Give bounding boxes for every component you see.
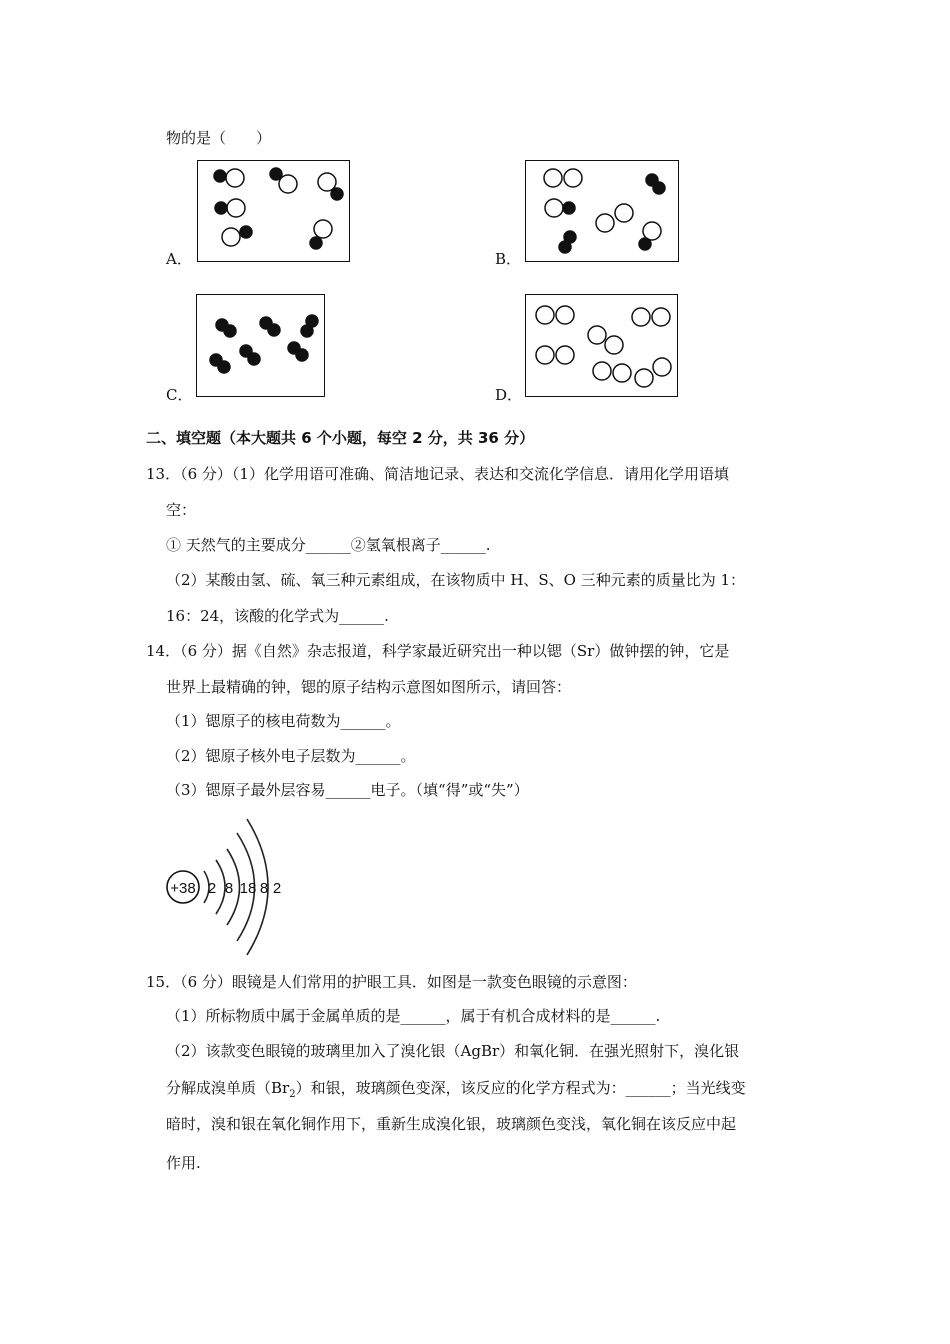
option-c-label: C．	[166, 386, 193, 404]
white-atom	[588, 326, 606, 344]
white-atom	[545, 199, 563, 217]
white-atom	[593, 362, 611, 380]
bromine-subscript: 2	[289, 1089, 296, 1100]
white-atom	[222, 228, 240, 246]
question-14-line-4: （2）锶原子核外电子层数为______。	[166, 747, 416, 765]
white-atom	[279, 175, 297, 193]
white-atom	[556, 346, 574, 364]
white-atom	[556, 306, 574, 324]
question-13-line-5: 16：24，该酸的化学式为______.	[166, 607, 389, 625]
option-a-molecules	[198, 161, 351, 263]
option-b-label: B．	[495, 250, 522, 268]
question-15-line-5: 暗时，溴和银在氧化铜作用下，重新生成溴化银，玻璃颜色变浅，氧化铜在该反应中起	[166, 1115, 737, 1133]
question-15-line-3: （2）该款变色眼镜的玻璃里加入了溴化银（AgBr）和氧化铜．在强光照射下，溴化银	[166, 1042, 740, 1060]
black-atom	[310, 237, 322, 249]
option-a-label: A．	[166, 250, 192, 268]
question-15-line-6: 作用.	[166, 1154, 201, 1172]
question-15-line-4	[166, 1077, 746, 1100]
question-13-line-2: 空：	[166, 501, 197, 519]
white-atom	[613, 364, 631, 382]
nucleus-charge: +38	[170, 880, 196, 897]
black-atom	[639, 238, 651, 250]
white-atom	[536, 306, 554, 324]
black-atom	[224, 325, 236, 337]
option-c-molecule-box	[196, 294, 325, 397]
black-atom	[270, 168, 282, 180]
black-atom	[240, 226, 252, 238]
question-13-line-4: （2）某酸由氢、硫、氧三种元素组成，在该物质中 H、S、O 三种元素的质量比为 1：	[166, 571, 746, 589]
white-atom	[564, 169, 582, 187]
white-atom	[536, 346, 554, 364]
white-atom	[318, 173, 336, 191]
black-atom	[296, 349, 308, 361]
option-a-molecule-box	[197, 160, 350, 262]
shell-electrons-4: 8	[259, 880, 269, 897]
option-c-molecules	[197, 295, 326, 398]
question-15-line-4-start: 分解成溴单质（Br	[166, 1079, 290, 1097]
question-14-line-5: （3）锶原子最外层容易______电子。（填“得”或“失”）	[166, 781, 529, 799]
black-atom	[331, 188, 343, 200]
strontium-atom-diagram	[164, 815, 284, 960]
question-14-line-3: （1）锶原子的核电荷数为______。	[166, 712, 401, 730]
question-13-line-3: ① 天然气的主要成分______②氢氧根离子______.	[166, 536, 491, 554]
black-atom	[653, 182, 665, 194]
black-atom	[215, 202, 227, 214]
white-atom	[596, 214, 614, 232]
white-atom	[652, 308, 670, 326]
white-atom	[632, 308, 650, 326]
option-b-molecules	[526, 161, 680, 263]
shell-electrons-3: 18	[239, 880, 257, 897]
white-atom	[226, 169, 244, 187]
question-15-line-4-end: ）和银，玻璃颜色变深，该反应的化学方程式为：______；当光线变	[295, 1079, 746, 1097]
electron-shell-2	[216, 860, 225, 914]
section-2-title: 二、填空题（本大题共 6 个小题，每空 2 分，共 36 分）	[146, 429, 535, 447]
question-13-line-1: 13．（6 分）（1）化学用语可准确、简洁地记录、表达和交流化学信息．请用化学用语填	[146, 465, 729, 483]
black-atom	[218, 361, 230, 373]
question-14-line-1: 14．（6 分）据《自然》杂志报道，科学家最近研究出一种以锶（Sr）做钟摆的钟，它是	[146, 642, 730, 660]
option-d-molecules	[526, 295, 679, 398]
option-d-molecule-box	[525, 294, 678, 397]
white-atom	[314, 220, 332, 238]
question-15-line-2: （1）所标物质中属于金属单质的是______，属于有机合成材料的是______.	[166, 1007, 661, 1025]
white-atom	[227, 199, 245, 217]
white-atom	[615, 204, 633, 222]
white-atom	[635, 369, 653, 387]
black-atom	[268, 324, 280, 336]
white-atom	[653, 358, 671, 376]
black-atom	[248, 353, 260, 365]
white-atom	[544, 169, 562, 187]
black-atom	[301, 325, 313, 337]
shell-electrons-1: 2	[207, 880, 217, 897]
question-14-line-2: 世界上最精确的钟，锶的原子结构示意图如图所示，请回答：	[166, 678, 572, 696]
black-atom	[214, 170, 226, 182]
question-12-stem-tail: 物的是（ ）	[166, 129, 272, 147]
question-15-line-1: 15．（6 分）眼镜是人们常用的护眼工具．如图是一款变色眼镜的示意图：	[146, 973, 637, 991]
shell-electrons-2: 8	[224, 880, 234, 897]
option-d-label: D．	[495, 386, 523, 404]
shell-electrons-5: 2	[272, 880, 282, 897]
black-atom	[563, 202, 575, 214]
black-atom	[559, 241, 571, 253]
option-b-molecule-box	[525, 160, 679, 262]
white-atom	[605, 336, 623, 354]
